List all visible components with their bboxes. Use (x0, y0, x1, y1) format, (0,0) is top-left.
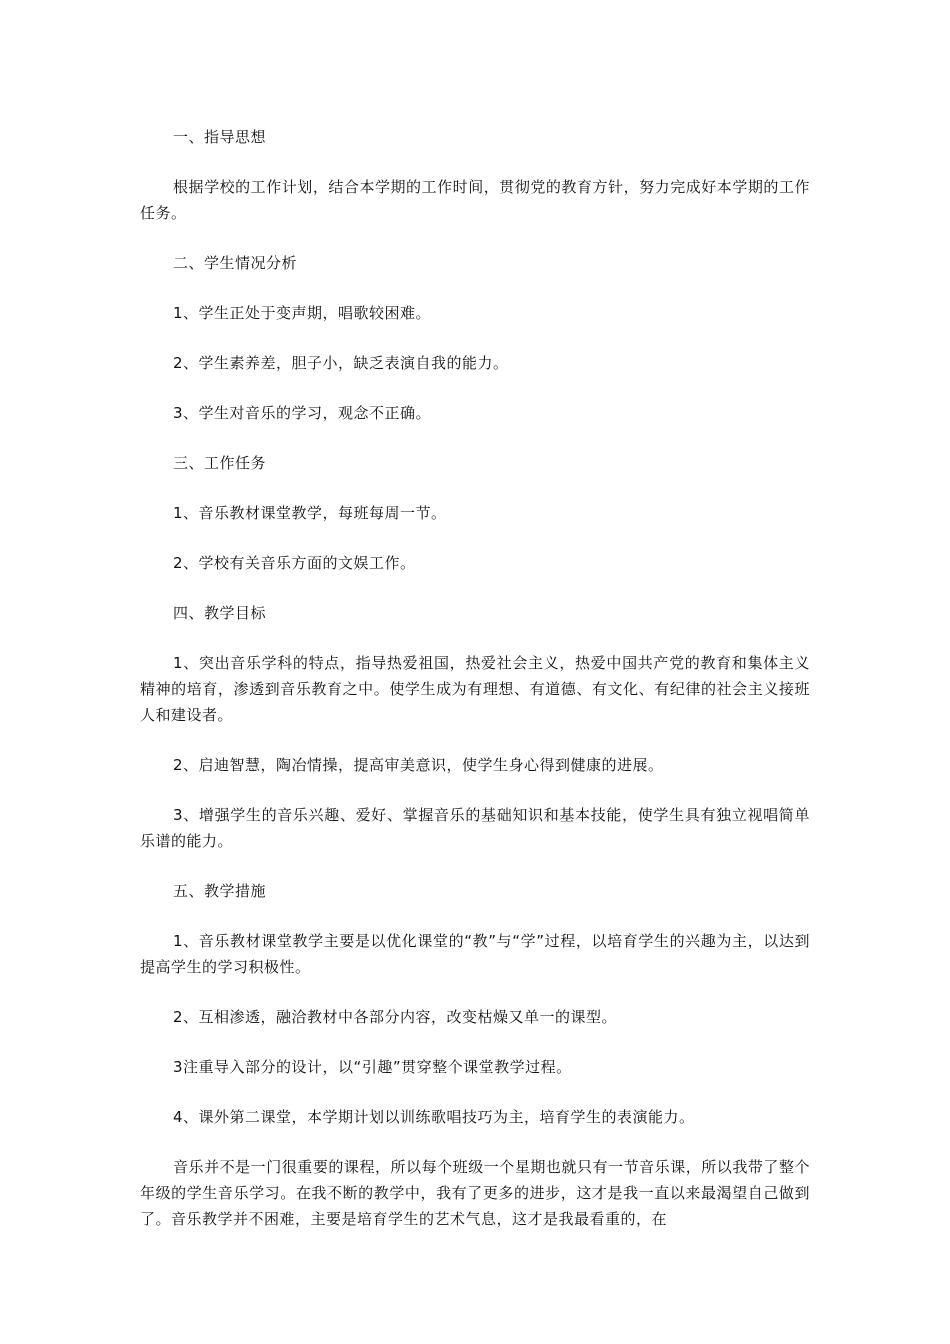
guiding-thought-paragraph: 根据学校的工作计划，结合本学期的工作时间，贯彻党的教育方针，努力完成好本学期的工作任务。 (140, 178, 810, 222)
section-heading-guiding-thought: 一、指导思想 (173, 128, 267, 146)
section-heading-teaching-measures: 五、教学措施 (173, 882, 267, 900)
student-analysis-item-1: 1、学生正处于变声期，唱歌较困难。 (173, 304, 432, 322)
teaching-measure-item-2: 2、互相渗透，融洽教材中各部分内容，改变枯燥又单一的课型。 (173, 1008, 618, 1026)
teaching-goal-item-2: 2、启迪智慧，陶冶情操，提高审美意识，使学生身心得到健康的进展。 (173, 756, 664, 774)
teaching-measure-item-3: 3注重导入部分的设计，以“引趣”贯穿整个课堂教学过程。 (173, 1058, 572, 1076)
work-task-item-2: 2、学校有关音乐方面的文娱工作。 (173, 554, 416, 572)
work-task-item-1: 1、音乐教材课堂教学，每班每周一节。 (173, 504, 447, 522)
teaching-measure-item-1: 1、音乐教材课堂教学主要是以优化课堂的“教”与“学”过程，以培育学生的兴趣为主，以达到提高学生的学习积极性。 (140, 932, 810, 976)
section-heading-work-tasks: 三、工作任务 (173, 454, 267, 472)
section-heading-teaching-goals: 四、教学目标 (173, 604, 267, 622)
teaching-goal-item-3: 3、增强学生的音乐兴趣、爱好、掌握音乐的基础知识和基本技能，使学生具有独立视唱简单乐谱的能力。 (140, 806, 810, 850)
teaching-measure-item-4: 4、课外第二课堂，本学期计划以训练歌唱技巧为主，培育学生的表演能力。 (173, 1108, 695, 1126)
student-analysis-item-2: 2、学生素养差，胆子小，缺乏表演自我的能力。 (173, 354, 509, 372)
teaching-goal-item-1: 1、突出音乐学科的特点，指导热爱祖国，热爱社会主义，热爱中国共产党的教育和集体主义精神的培育，渗透到音乐教育之中。使学生成为有理想、有道德、有文化、有纪律的社会主义接班人和建设者。 (140, 654, 810, 724)
closing-paragraph: 音乐并不是一门很重要的课程，所以每个班级一个星期也就只有一节音乐课，所以我带了整个年级的学生音乐学习。在我不断的教学中，我有了更多的进步，这才是我一直以来最渴望自己做到了。音乐教学并不困难，主要是培育学生的艺术气息，这才是我最看重的，在 (140, 1158, 810, 1228)
student-analysis-item-3: 3、学生对音乐的学习，观念不正确。 (173, 404, 432, 422)
section-heading-student-analysis: 二、学生情况分析 (173, 254, 298, 272)
